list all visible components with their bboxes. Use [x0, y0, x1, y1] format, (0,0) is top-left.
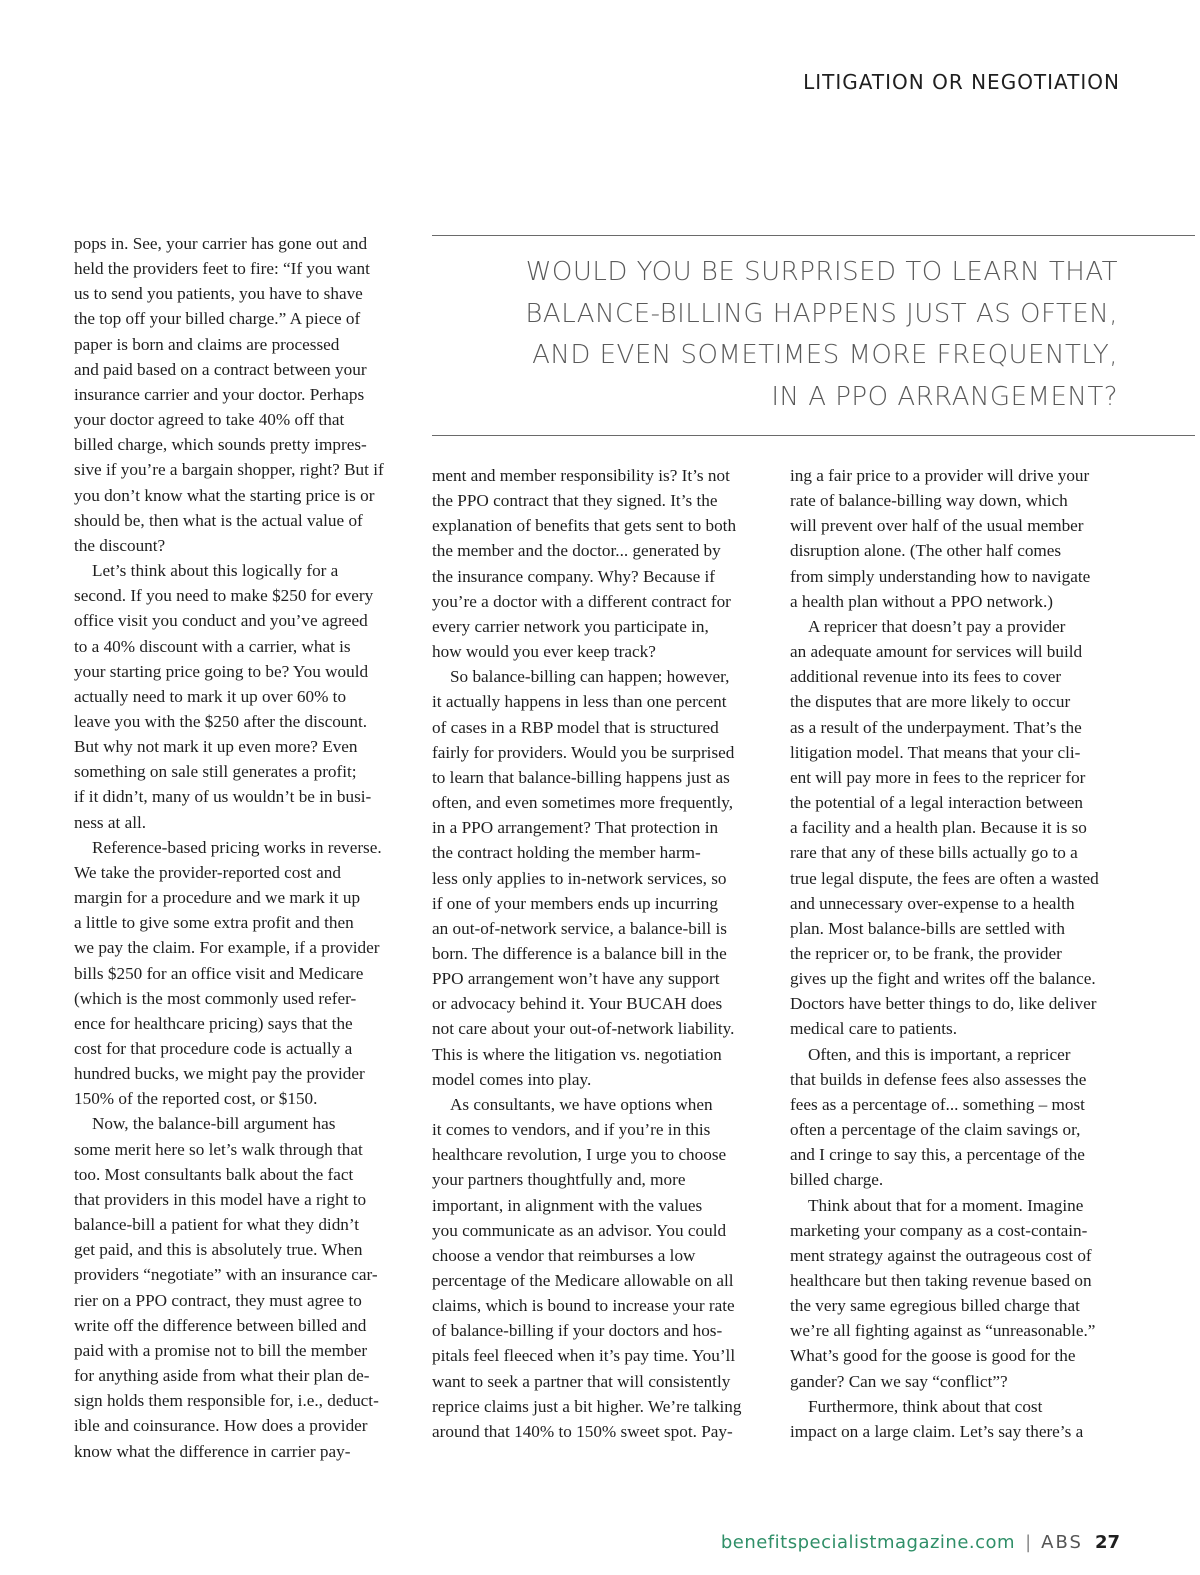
- article-line: percentage of the Medicare allowable on all: [432, 1271, 734, 1290]
- article-line: the discount?: [74, 535, 166, 555]
- article-line: ent will pay more in fees to the repricer for: [790, 767, 1086, 787]
- article-line: model comes into play.: [432, 1069, 592, 1089]
- article-line: 150% of the reported cost, or $150.: [74, 1089, 318, 1109]
- article-line: explanation of benefits that gets sent to both: [432, 516, 737, 536]
- article-line: gives up the fight and writes off the balance.: [790, 969, 1096, 989]
- article-line: leave you with the $250 after the discount.: [74, 711, 368, 731]
- article-line: to learn that balance-billing happens just as: [432, 767, 730, 787]
- pullquote: [432, 252, 1118, 418]
- article-line: providers “negotiate” with an insurance car-: [74, 1265, 378, 1285]
- article-line: your starting price going to be? You would: [74, 661, 369, 681]
- article-line: But why not mark it up even more? Even: [74, 737, 358, 757]
- article-line: of balance-billing if your doctors and hos-: [432, 1321, 723, 1341]
- article-line: you don’t know what the starting price is or: [74, 485, 375, 505]
- article-line: reprice claims just a bit higher. We’re talking: [432, 1396, 742, 1416]
- article-line: Doctors have better things to do, like deliver: [790, 994, 1097, 1014]
- article-line: Let’s think about this logically for a: [92, 561, 339, 581]
- article-line: disruption alone. (The other half comes: [790, 541, 1062, 561]
- article-line: What’s good for the goose is good for the: [790, 1346, 1076, 1366]
- article-line: ment and member responsibility is? It’s not: [432, 466, 730, 485]
- article-line: should be, then what is the actual value of: [74, 510, 363, 530]
- article-line: paper is born and claims are processed: [74, 334, 340, 354]
- article-line: So balance-billing can happen; however,: [450, 667, 730, 687]
- article-line: Furthermore, think about that cost: [808, 1396, 1043, 1416]
- article-line: insurance carrier and your doctor. Perhaps: [74, 384, 365, 404]
- article-line: A repricer that doesn’t pay a provider: [808, 616, 1066, 636]
- article-line: born. The difference is a balance bill in the: [432, 943, 727, 963]
- article-line: the top off your billed charge.” A piece of: [74, 309, 361, 329]
- article-line: important, in alignment with the values: [432, 1195, 703, 1215]
- pullquote-line: IN A PPO ARRANGEMENT?: [771, 381, 1118, 412]
- article-paragraph: [74, 558, 414, 835]
- article-paragraph: [432, 1092, 772, 1444]
- article-line: Think about that for a moment. Imagine: [808, 1195, 1084, 1215]
- article-column-3: [790, 463, 1130, 1444]
- article-line: an adequate amount for services will build: [790, 642, 1083, 662]
- article-line: that providers in this model have a right to: [74, 1189, 367, 1209]
- article-line: office visit you conduct and you’ve agreed: [74, 611, 368, 631]
- article-line: This is where the litigation vs. negotiation: [432, 1044, 722, 1064]
- article-line: pitals feel fleeced when it’s pay time. You’ll: [432, 1346, 736, 1366]
- article-line: ence for healthcare pricing) says that the: [74, 1013, 353, 1033]
- article-line: the contract holding the member harm-: [432, 843, 701, 863]
- article-line: billed charge, which sounds pretty impres-: [74, 435, 367, 455]
- article-line: know what the difference in carrier pay-: [74, 1441, 351, 1461]
- article-column-1: [74, 231, 414, 1464]
- article-line: ment strategy against the outrageous cost of: [790, 1245, 1092, 1265]
- article-line: the potential of a legal interaction between: [790, 793, 1084, 813]
- article-line: rate of balance-billing way down, which: [790, 491, 1068, 511]
- article-column-2: [432, 463, 772, 1444]
- article-line: some merit here so let’s walk through that: [74, 1139, 363, 1159]
- article-paragraph: [432, 664, 772, 1092]
- article-line: ness at all.: [74, 812, 147, 832]
- article-line: fairly for providers. Would you be surprised: [432, 742, 735, 762]
- article-line: marketing your company as a cost-contain-: [790, 1220, 1088, 1240]
- article-line: true legal dispute, the fees are often a wasted: [790, 868, 1099, 888]
- article-line: actually need to mark it up over 60% to: [74, 686, 347, 706]
- section-title: LITIGATION OR NEGOTIATION: [803, 70, 1120, 94]
- article-line: an out-of-network service, a balance-bill is: [432, 918, 727, 938]
- article-line: will prevent over half of the usual member: [790, 516, 1084, 536]
- article-paragraph: [74, 835, 414, 1112]
- article-line: not care about your out-of-network liability.: [432, 1019, 735, 1039]
- article-line: as a result of the underpayment. That’s the: [790, 717, 1082, 737]
- article-line: or advocacy behind it. Your BUCAH does: [432, 994, 723, 1014]
- article-line: that builds in defense fees also assesses the: [790, 1069, 1087, 1089]
- article-line: Often, and this is important, a repricer: [808, 1044, 1071, 1064]
- article-line: the very same egregious billed charge that: [790, 1296, 1080, 1316]
- pullquote-bottom-rule: [432, 435, 1195, 436]
- article-line: As consultants, we have options when: [450, 1094, 713, 1114]
- article-line: held the providers feet to fire: “If you want: [74, 259, 370, 279]
- article-line: your doctor agreed to take 40% off that: [74, 410, 345, 430]
- article-line: the PPO contract that they signed. It’s the: [432, 491, 718, 511]
- article-line: around that 140% to 150% sweet spot. Pay-: [432, 1421, 733, 1441]
- article-line: gander? Can we say “conflict”?: [790, 1371, 1008, 1391]
- article-paragraph: [790, 1193, 1130, 1394]
- article-line: sive if you’re a bargain shopper, right? But if: [74, 460, 384, 480]
- article-line: and paid based on a contract between your: [74, 359, 367, 379]
- article-line: and unnecessary over-expense to a health: [790, 893, 1075, 913]
- article-line: claims, which is bound to increase your rate: [432, 1296, 735, 1316]
- article-line: fees as a percentage of... something – most: [790, 1094, 1085, 1114]
- article-line: it comes to vendors, and if you’re in this: [432, 1120, 711, 1140]
- article-line: write off the difference between billed and: [74, 1315, 367, 1335]
- article-line: a facility and a health plan. Because it is so: [790, 818, 1087, 838]
- pullquote-top-rule: [432, 235, 1195, 236]
- article-line: from simply understanding how to navigate: [790, 566, 1091, 586]
- article-line: healthcare revolution, I urge you to choose: [432, 1145, 727, 1165]
- article-line: margin for a procedure and we mark it up: [74, 888, 361, 908]
- article-paragraph: [790, 614, 1130, 1042]
- article-line: bills $250 for an office visit and Medicare: [74, 963, 364, 983]
- article-line: us to send you patients, you have to shave: [74, 284, 363, 304]
- article-line: your partners thoughtfully and, more: [432, 1170, 686, 1190]
- article-line: a health plan without a PPO network.): [790, 591, 1054, 611]
- article-line: get paid, and this is absolutely true. When: [74, 1240, 363, 1260]
- article-line: plan. Most balance-bills are settled with: [790, 918, 1065, 938]
- article-line: balance-bill a patient for what they didn’t: [74, 1215, 360, 1235]
- article-line: if one of your members ends up incurring: [432, 893, 718, 913]
- page-footer: [721, 1532, 1120, 1553]
- article-line: second. If you need to make $250 for every: [74, 586, 374, 606]
- pullquote-line: AND EVEN SOMETIMES MORE FREQUENTLY,: [532, 340, 1118, 370]
- article-line: Now, the balance-bill argument has: [92, 1114, 336, 1134]
- article-line: and I cringe to say this, a percentage of the: [790, 1145, 1085, 1165]
- article-line: (which is the most commonly used refer-: [74, 988, 357, 1008]
- article-paragraph: [432, 463, 772, 664]
- article-line: less only applies to in-network services, so: [432, 868, 727, 888]
- article-line: often, and even sometimes more frequently,: [432, 793, 733, 813]
- article-line: the repricer or, to be frank, the provider: [790, 943, 1062, 963]
- article-line: you communicate as an advisor. You could: [432, 1220, 727, 1240]
- article-line: We take the provider-reported cost and: [74, 862, 341, 882]
- footer-magazine: ABS: [1041, 1532, 1083, 1553]
- article-paragraph: [790, 1394, 1130, 1444]
- article-line: Reference-based pricing works in reverse.: [92, 837, 382, 857]
- pullquote-line: WOULD YOU BE SURPRISED TO LEARN THAT: [525, 257, 1118, 287]
- article-line: hundred bucks, we might pay the provider: [74, 1064, 365, 1084]
- article-paragraph: [790, 1042, 1130, 1193]
- pullquote-line: BALANCE-BILLING HAPPENS JUST AS OFTEN,: [525, 298, 1118, 329]
- article-line: ible and coinsurance. How does a provider: [74, 1416, 368, 1436]
- article-line: how would you ever keep track?: [432, 642, 656, 662]
- article-line: choose a vendor that reimburses a low: [432, 1245, 696, 1265]
- article-line: litigation model. That means that your cli-: [790, 742, 1081, 762]
- article-paragraph: [74, 231, 414, 558]
- article-line: too. Most consultants balk about the fact: [74, 1164, 354, 1184]
- article-line: rare that any of these bills actually go to a: [790, 843, 1078, 863]
- article-line: for anything aside from what their plan de-: [74, 1366, 370, 1386]
- article-line: healthcare but then taking revenue based on: [790, 1271, 1092, 1290]
- article-line: the disputes that are more likely to occur: [790, 692, 1071, 712]
- article-line: if it didn’t, many of us wouldn’t be in busi-: [74, 787, 372, 807]
- article-paragraph: [74, 1111, 414, 1463]
- article-line: medical care to patients.: [790, 1019, 958, 1039]
- article-line: we’re all fighting against as “unreasonable.”: [790, 1321, 1096, 1341]
- article-line: billed charge.: [790, 1170, 884, 1190]
- footer-separator: |: [1025, 1532, 1032, 1553]
- article-line: you’re a doctor with a different contract for: [432, 591, 731, 611]
- article-line: want to seek a partner that will consistently: [432, 1371, 731, 1391]
- article-line: additional revenue into its fees to cover: [790, 667, 1062, 687]
- article-line: PPO arrangement won’t have any support: [432, 969, 720, 989]
- article-line: pops in. See, your carrier has gone out and: [74, 234, 368, 253]
- footer-website: benefitspecialistmagazine.com: [720, 1532, 1016, 1553]
- article-line: every carrier network you participate in,: [432, 616, 709, 636]
- article-line: the insurance company. Why? Because if: [432, 566, 716, 586]
- article-line: paid with a promise not to bill the member: [74, 1340, 368, 1360]
- article-line: impact on a large claim. Let’s say there’s a: [790, 1421, 1084, 1441]
- article-line: a little to give some extra profit and then: [74, 913, 354, 933]
- article-line: ing a fair price to a provider will drive your: [790, 466, 1090, 485]
- article-line: something on sale still generates a profit;: [74, 762, 357, 782]
- article-line: often a percentage of the claim savings or,: [790, 1120, 1081, 1140]
- article-line: of cases in a RBP model that is structured: [432, 717, 719, 737]
- article-line: rier on a PPO contract, they must agree to: [74, 1290, 362, 1310]
- article-line: it actually happens in less than one percent: [432, 692, 727, 712]
- article-line: we pay the claim. For example, if a provider: [74, 938, 380, 958]
- article-line: to a 40% discount with a carrier, what is: [74, 636, 351, 656]
- article-line: in a PPO arrangement? That protection in: [432, 818, 719, 838]
- article-paragraph: [790, 463, 1130, 614]
- article-line: sign holds them responsible for, i.e., deduct-: [74, 1391, 379, 1411]
- page-number: 27: [1094, 1532, 1120, 1553]
- article-line: cost for that procedure code is actually a: [74, 1039, 353, 1058]
- article-line: the member and the doctor... generated by: [432, 541, 721, 561]
